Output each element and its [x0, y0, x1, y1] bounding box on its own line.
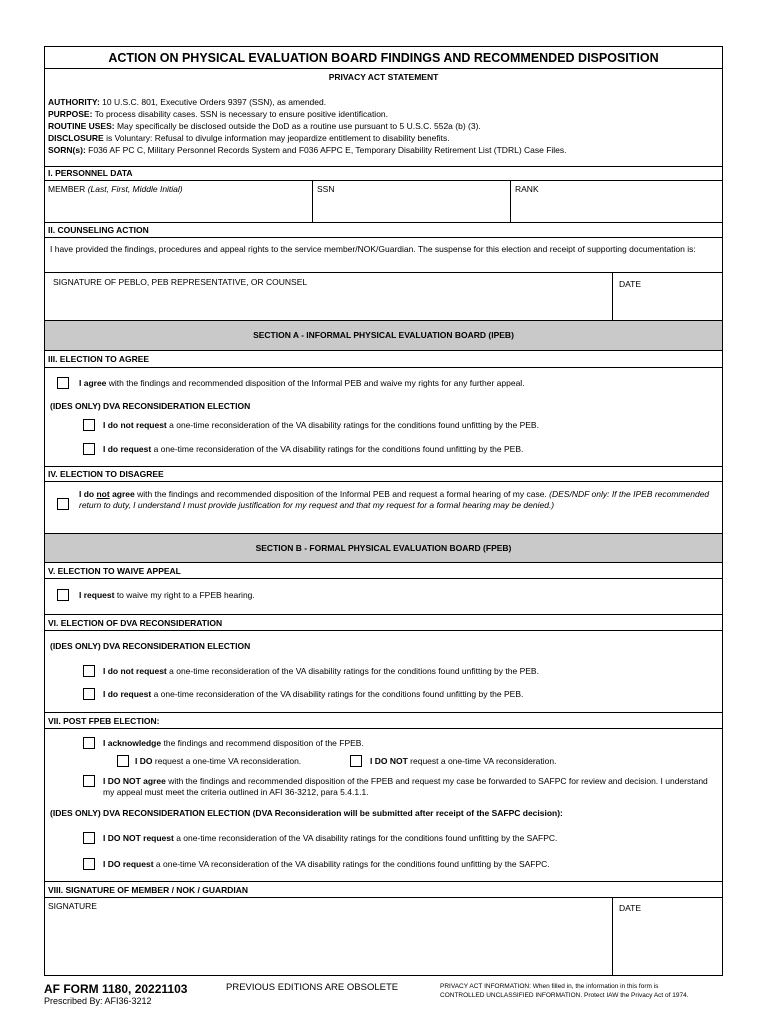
election-disagree-body: [45, 481, 722, 533]
section-b-title: SECTION B - FORMAL PHYSICAL EVALUATION BOARD (FPEB): [255, 543, 512, 553]
safpc-request-checkbox[interactable]: [83, 858, 95, 870]
personnel-fields: [45, 180, 722, 222]
ipeb-dva-request-text: I do request a one-time reconsideration of the VA disability ratings for the conditions found unfitting by the PEB.: [103, 444, 524, 454]
disagree-text: I do not agree with the findings and recommended disposition of the Informal PEB and request a formal hearing of my case. (DES/NDF only: If the IPEB recommended return to duty, I understand I must provide justification for my request and that my request for a formal hearing may be denied.): [79, 489, 710, 510]
fpeb-dva-request-text: I do request a one-time reconsideration of the VA disability ratings for the conditions found unfitting by the PEB.: [103, 689, 524, 699]
safpc-not-request-text: I DO NOT request a one-time reconsideration of the VA disability ratings for the conditions found unfitting by the SAFPC.: [103, 833, 558, 843]
dva-recon-heading: VI. ELECTION OF DVA RECONSIDERATION: [48, 618, 223, 628]
not-agree-checkbox[interactable]: [83, 775, 95, 787]
signature-body: [45, 897, 722, 976]
election-disagree-heading-row: [45, 466, 722, 481]
post-fpeb-heading: VII. POST FPEB ELECTION:: [48, 716, 160, 726]
safpc-not-request-checkbox[interactable]: [83, 832, 95, 844]
waive-text: I request to waive my right to a FPEB hearing.: [79, 590, 255, 600]
idonot-checkbox[interactable]: [350, 755, 362, 767]
divider: [312, 181, 313, 222]
counseling-date-field[interactable]: DATE: [619, 279, 642, 289]
personnel-heading: I. PERSONNEL DATA: [48, 168, 133, 178]
fpeb-dva-heading: (IDES ONLY) DVA RECONSIDERATION ELECTION: [50, 641, 251, 651]
dva-recon-heading-row: [45, 614, 722, 630]
authority-line: AUTHORITY: 10 U.S.C. 801, Executive Orders 9397 (SSN), as amended.: [48, 97, 327, 107]
idonot-text: I DO NOT request a one-time VA reconsideration.: [370, 756, 557, 766]
post-fpeb-body: [45, 728, 722, 881]
member-field[interactable]: MEMBER (Last, First, Middle Initial): [48, 184, 183, 194]
fpeb-dva-not-request-text: I do not request a one-time reconsideration of the VA disability ratings for the conditions found unfitting by the PEB.: [103, 666, 539, 676]
election-agree-heading-row: [45, 350, 722, 367]
routine-uses-line: ROUTINE USES: May specifically be disclosed outside the DoD as a routine use pursuant to 5 U.S.C. 552a (b) (3).: [48, 121, 481, 131]
ipeb-dva-heading: (IDES ONLY) DVA RECONSIDERATION ELECTION: [50, 401, 251, 411]
form-id: AF FORM 1180, 20221103: [44, 982, 188, 996]
member-signature-field[interactable]: SIGNATURE: [48, 901, 97, 911]
sorn-line: SORN(s): F036 AF PC C, Military Personnel Records System and F036 AFPC E, Temporary Disability Retirement List (TDRL) Case Files.: [48, 145, 567, 155]
privacy-heading: PRIVACY ACT STATEMENT: [328, 72, 439, 82]
ipeb-dva-not-request-checkbox[interactable]: [83, 419, 95, 431]
counseling-signature-row: [45, 272, 722, 320]
fpeb-dva-not-request-checkbox[interactable]: [83, 665, 95, 677]
agree-checkbox[interactable]: [57, 377, 69, 389]
divider: [612, 898, 613, 976]
counseling-heading: II. COUNSELING ACTION: [48, 225, 149, 235]
waive-body: [45, 578, 722, 614]
rank-field[interactable]: RANK: [515, 184, 539, 194]
ido-checkbox[interactable]: [117, 755, 129, 767]
ipeb-dva-not-request-text: I do not request a one-time reconsideration of the VA disability ratings for the conditions found unfitting by the PEB.: [103, 420, 539, 430]
signature-heading-row: [45, 881, 722, 897]
waive-heading: V. ELECTION TO WAIVE APPEAL: [48, 566, 181, 576]
prescribed-by: Prescribed By: AFI36-3212: [44, 996, 152, 1006]
fpeb-dva-request-checkbox[interactable]: [83, 688, 95, 700]
waive-checkbox[interactable]: [57, 589, 69, 601]
agree-text: I agree with the findings and recommended disposition of the Informal PEB and waive my rights for any further appeal.: [79, 378, 525, 388]
election-agree-heading: III. ELECTION TO AGREE: [48, 354, 150, 364]
ssn-field[interactable]: SSN: [317, 184, 335, 194]
not-agree-text: I DO NOT agree with the findings and recommended disposition of the FPEB and request my case be forwarded to SAFPC for review and decision. I understand my appeal must meet the criteria outlined in AFI 36-3212, para 5.4.1.1.: [103, 776, 708, 797]
privacy-info-line2: CONTROLLED UNCLASSIFIED INFORMATION. Protect IAW the Privacy Act of 1974.: [440, 992, 689, 999]
ido-text: I DO request a one-time VA reconsideration.: [135, 756, 302, 766]
signature-heading: VIII. SIGNATURE OF MEMBER / NOK / GUARDIAN: [48, 885, 249, 895]
peblo-signature-field[interactable]: SIGNATURE OF PEBLO, PEB REPRESENTATIVE, OR COUNSEL: [53, 277, 308, 287]
dva-recon-body: [45, 630, 722, 712]
acknowledge-text: I acknowledge the findings and recommend disposition of the FPEB.: [103, 738, 364, 748]
previous-editions: PREVIOUS EDITIONS ARE OBSOLETE: [226, 982, 399, 993]
acknowledge-checkbox[interactable]: [83, 737, 95, 749]
section-a-title: SECTION A - INFORMAL PHYSICAL EVALUATION BOARD (IPEB): [253, 330, 514, 340]
counseling-text-row: [45, 237, 722, 272]
form-title: ACTION ON PHYSICAL EVALUATION BOARD FINDINGS AND RECOMMENDED DISPOSITION: [108, 51, 659, 65]
ipeb-dva-request-checkbox[interactable]: [83, 443, 95, 455]
safpc-request-text: I DO request a one-time VA reconsideration of the VA disability ratings for the conditions found unfitting by the SAFPC.: [103, 859, 550, 869]
disclosure-line: DISCLOSURE is Voluntary: Refusal to divulge information may jeopardize entitlement to disability benefits.: [48, 133, 450, 143]
section-a-bar: [45, 320, 722, 350]
privacy-info-line1: PRIVACY ACT INFORMATION: When filled in, the information in this form is: [440, 983, 659, 990]
disagree-checkbox[interactable]: [57, 498, 69, 510]
waive-heading-row: [45, 562, 722, 578]
post-fpeb-heading-row: [45, 712, 722, 728]
safpc-dva-heading: (IDES ONLY) DVA RECONSIDERATION ELECTION (DVA Reconsideration will be submitted after receipt of the SAFPC decision):: [50, 808, 563, 818]
personnel-heading-row: [45, 166, 722, 180]
divider: [510, 181, 511, 222]
counseling-heading-row: [45, 222, 722, 237]
member-date-field[interactable]: DATE: [619, 903, 642, 913]
af-form-1180: [44, 46, 723, 976]
purpose-line: PURPOSE: To process disability cases. SSN is necessary to ensure positive identification.: [48, 109, 389, 119]
section-b-bar: [45, 533, 722, 562]
privacy-act-block: [45, 68, 722, 172]
divider: [612, 273, 613, 320]
counseling-text: I have provided the findings, procedures and appeal rights to the service member/NOK/Guardian. The suspense for this election and receipt of supporting documentation is:: [50, 244, 696, 254]
election-disagree-heading: IV. ELECTION TO DISAGREE: [48, 469, 164, 479]
election-agree-body: [45, 367, 722, 466]
